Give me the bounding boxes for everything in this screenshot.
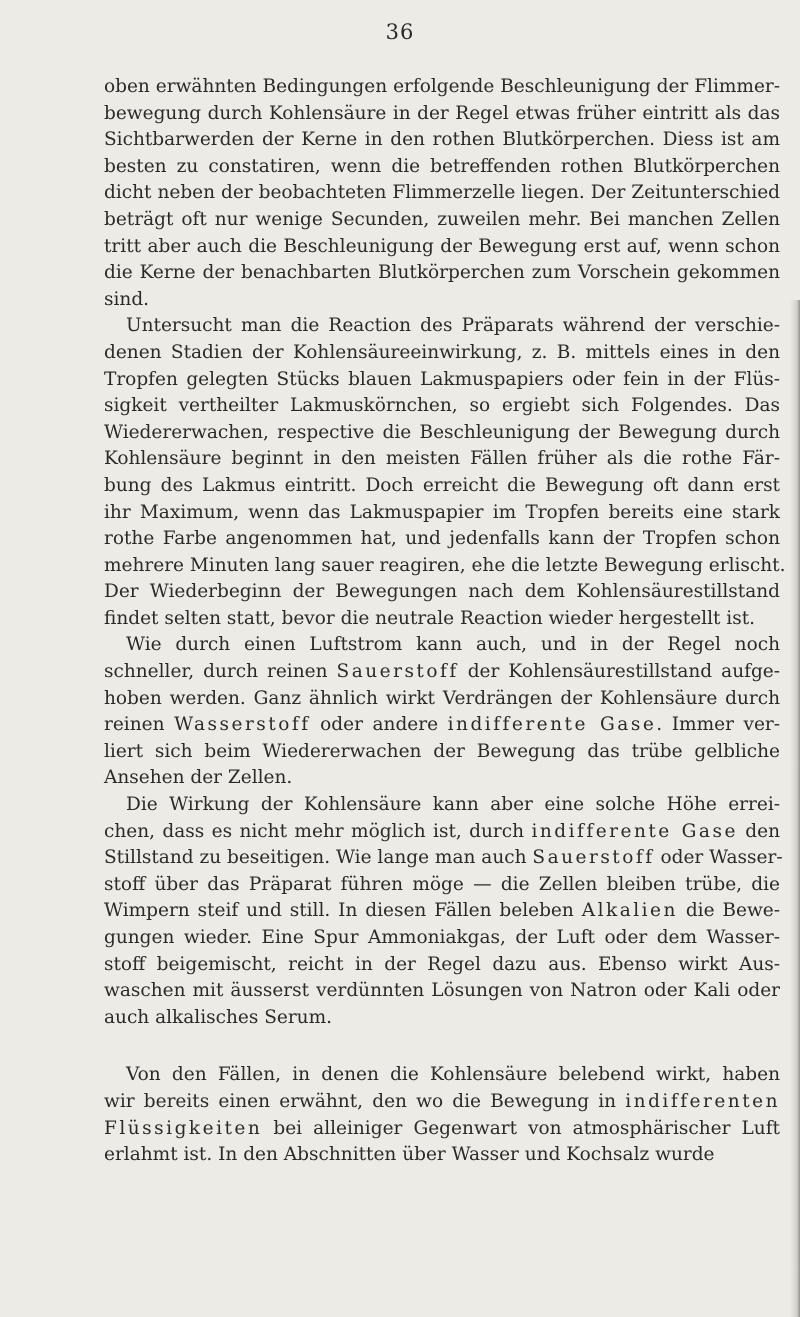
text-line: bung des Lakmus eintritt. Doch erreicht die Bewegung oft dann erst: [104, 474, 780, 496]
text-line: Wimpern steif und still. In diesen Fällen beleben Alkalien die Bewe-: [104, 900, 780, 922]
text-line: rothe Farbe angenommen hat, und jedenfalls kann der Tropfen schon: [104, 528, 780, 550]
text-line: sind.: [104, 288, 150, 310]
text-line: auch alkalisches Serum.: [104, 1006, 333, 1028]
text-line: erlahmt ist. In den Abschnitten über Wasser und Kochsalz wurde: [104, 1144, 715, 1166]
emphasis-word: Sauerstoff: [336, 661, 459, 683]
text-line: stoff beigemischt, reicht in der Regel dazu aus. Ebenso wirkt Aus-: [104, 953, 780, 975]
text-line: Wiedererwachen, respective die Beschleunigung der Bewegung durch: [104, 421, 780, 443]
text-line: wir bereits einen erwähnt, den wo die Bewegung in indifferenten: [104, 1090, 780, 1112]
text-line: Untersucht man die Reaction des Präparats während der verschie-: [126, 315, 780, 337]
text-line: Die Wirkung der Kohlensäure kann aber eine solche Höhe errei-: [126, 794, 780, 816]
paragraph-1: [104, 74, 780, 313]
text-line: ihr Maximum, wenn das Lakmuspapier im Tropfen bereits eine stark: [104, 501, 780, 523]
text-line: bewegung durch Kohlensäure in der Regel etwas früher eintritt als das: [104, 102, 780, 124]
text-line: denen Stadien der Kohlensäureeinwirkung, z. B. mittels eines in den: [104, 341, 780, 363]
text-line: stoff über das Präparat führen möge — die Zellen bleiben trübe, die: [104, 873, 780, 895]
body-text: [104, 74, 786, 1169]
text-line: hoben werden. Ganz ähnlich wirkt Verdrängen der Kohlensäure durch: [104, 687, 780, 709]
page-number: 36: [385, 20, 415, 44]
text-line: Von den Fällen, in denen die Kohlensäure belebend wirkt, haben: [126, 1064, 780, 1086]
text-line: besten zu constatiren, wenn die betreffenden rothen Blutkörperchen: [104, 155, 780, 177]
text-line: dicht neben der beobachteten Flimmerzelle liegen. Der Zeitunterschied: [104, 182, 780, 204]
text-line: gungen wieder. Eine Spur Ammoniakgas, der Luft oder dem Wasser-: [104, 927, 780, 948]
text-line: mehrere Minuten lang sauer reagiren, ehe die letzte Bewegung erlischt.: [104, 554, 786, 576]
text-line: Sichtbarwerden der Kerne in den rothen Blutkörperchen. Diess ist am: [104, 129, 780, 151]
text-line: Stillstand zu beseitigen. Wie lange man auch Sauerstoff oder Wasser-: [104, 847, 783, 869]
text-line: waschen mit äusserst verdünnten Lösungen von Natron oder Kali oder: [104, 980, 780, 1002]
text-line: Kohlensäure beginnt in den meisten Fällen früher als die rothe Fär-: [104, 448, 780, 470]
text-line: oben erwähnten Bedingungen erfolgende Beschleunigung der Flimmer-: [104, 76, 780, 97]
text-line: Der Wiederbeginn der Bewegungen nach dem Kohlensäurestillstand: [104, 581, 780, 603]
text-line: Wie durch einen Luftstrom kann auch, und in der Regel noch: [126, 634, 780, 656]
paragraph-4: [104, 792, 783, 1031]
text-line: Tropfen gelegten Stücks blauen Lakmuspapiers oder fein in der Flüs-: [104, 368, 780, 390]
emphasis-word: Wasserstoff: [174, 714, 311, 736]
text-line: reinen Wasserstoff oder andere indifferente Gase. Immer ver-: [104, 714, 780, 736]
paragraph-5: [104, 1062, 780, 1168]
emphasis-word: indifferenten: [625, 1090, 780, 1112]
text-line: beträgt oft nur wenige Secunden, zuweilen mehr. Bei manchen Zellen: [104, 208, 780, 230]
emphasis-word: indifferente Gase: [447, 714, 657, 736]
paragraph-gap: [104, 1031, 780, 1062]
page-edge-shadow: [790, 300, 800, 1317]
emphasis-word: Alkalien: [581, 900, 678, 922]
text-line: schneller, durch reinen Sauerstoff der Kohlensäurestillstand aufge-: [104, 661, 780, 683]
paragraph-2: [104, 313, 786, 632]
text-line: sigkeit vertheilter Lakmuskörnchen, so ergiebt sich Folgendes. Das: [104, 395, 780, 417]
emphasis-word: Sauerstoff: [532, 847, 655, 869]
text-line: Ansehen der Zellen.: [104, 767, 293, 789]
paragraph-3: [104, 632, 780, 792]
text-line: Flüssigkeiten bei alleiniger Gegenwart von atmosphärischer Luft: [104, 1117, 780, 1139]
text-line: liert sich beim Wiedererwachen der Bewegung das trübe gelbliche: [104, 740, 780, 762]
emphasis-word: indifferente Gase: [531, 820, 738, 842]
text-line: die Kerne der benachbarten Blutkörperchen zum Vorschein gekommen: [104, 262, 780, 284]
text-line: tritt aber auch die Beschleunigung der Bewegung erst auf, wenn schon: [104, 235, 780, 257]
text-line: chen, dass es nicht mehr möglich ist, durch indifferente Gase den: [104, 820, 780, 842]
text-line: findet selten statt, bevor die neutrale Reaction wieder hergestellt ist.: [104, 607, 756, 629]
emphasis-word: Flüssigkeiten: [104, 1117, 263, 1139]
